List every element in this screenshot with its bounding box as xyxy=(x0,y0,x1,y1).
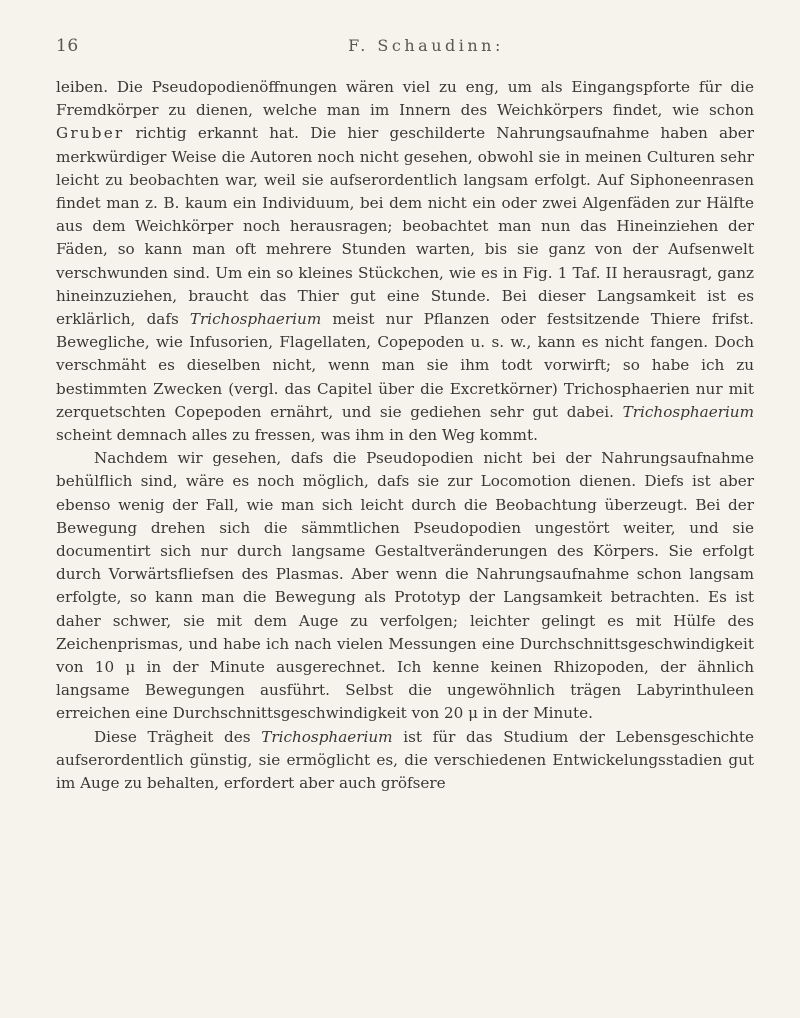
paragraph xyxy=(56,726,754,796)
text-run: Nachdem wir gesehen, dafs die Pseudopodien nicht bei der Nahrungsaufnahme behülflich sind, wäre es noch möglich, dafs sie zur Locomotion dienen. Diefs ist aber ebenso wenig der Fall, wie man sich leicht durch die Beobachtung überzeugt. Bei der Bewegung drehen sich die sämmtlichen Pseudopodien ungestört weiter, und sie documentirt sich nur durch langsame Gestaltveränderungen des Körpers. Sie erfolgt durch Vorwärtsfliefsen des Plasmas. Aber wenn die Nahrungsaufnahme schon langsam erfolgte, so kann man die Bewegung als Prototyp der Langsamkeit betrachten. Es ist daher schwer, sie mit dem Auge zu verfolgen; leichter gelingt es mit Hülfe des Zeichenprismas, und habe ich nach vielen Messungen eine Durchschnittsgeschwindigkeit von 10 μ in der Minute ausgerechnet. Ich kenne keinen Rhizopoden, der ähnlich langsame Bewegungen ausführt. Selbst die ungewöhnlich trägen Labyrinthuleen erreichen eine Durchschnittsgeschwindigkeit von 20 μ in der Minute. xyxy=(56,449,754,723)
text-run: meist nur Pflanzen oder festsitzende Thiere frifst. Bewegliche, wie Infusorien, Flagellaten, Copepoden u. s. w., kann es nicht fangen. Doch verschmäht es dieselben nicht, wenn man sie ihm todt vorwirft; so habe ich zu bestimmten Zwecken (vergl. das Capitel über die Excretkörner) Trichosphaerien nur mit zerquetschten Copepoden ernährt, und sie gediehen sehr gut dabei. xyxy=(56,310,754,421)
italic-term: Trichosphaerium xyxy=(261,727,393,746)
text-run: scheint demnach alles zu fressen, was ihm in den Weg kommt. xyxy=(56,426,538,445)
italic-term: Trichosphaerium xyxy=(622,402,754,421)
text-run: Diese Trägheit des xyxy=(94,727,262,746)
paragraph xyxy=(56,447,754,725)
page-number: 16 xyxy=(56,36,79,56)
paragraph xyxy=(56,76,754,447)
text-run: richtig erkannt hat. Die hier geschilderte Nahrungsaufnahme haben aber merkwürdiger Weise die Autoren noch nicht gesehen, obwohl sie in meinen Culturen sehr leicht zu beobachten war, weil sie aufserordentlich langsam erfolgt. Auf Siphoneenrasen findet man z. B. kaum ein Individuum, bei dem nicht ein oder zwei Algenfäden zur Hälfte aus dem Weichkörper noch herausragen; beobachtet man nun das Hineinziehen der Fäden, so kann man oft mehrere Stunden warten, bis sie ganz von der Aufsenwelt verschwunden sind. Um ein so kleines Stückchen, wie es in Fig. 1 Taf. II herausragt, ganz hineinzuziehen, braucht das Thier gut eine Stunde. Bei dieser Langsamkeit ist es erklärlich, dafs xyxy=(56,124,754,329)
running-title: F. Schaudinn: xyxy=(348,36,504,55)
body-text xyxy=(56,76,754,795)
running-head xyxy=(56,36,756,60)
text-run: leiben. Die Pseudopodienöffnungen wären viel zu eng, um als Eingangspforte für die Fremdkörper zu dienen, welche man im Innern des Weichkörpers findet, wie schon xyxy=(56,78,754,120)
text-run: ist für das Studium der Lebensgeschichte aufserordentlich günstig, sie ermöglicht es, die verschiedenen Entwickelungsstadien gut im Auge zu behalten, erfordert aber auch gröfsere xyxy=(56,727,754,793)
author-name: Gruber xyxy=(56,124,125,143)
italic-term: Trichosphaerium xyxy=(189,310,322,329)
